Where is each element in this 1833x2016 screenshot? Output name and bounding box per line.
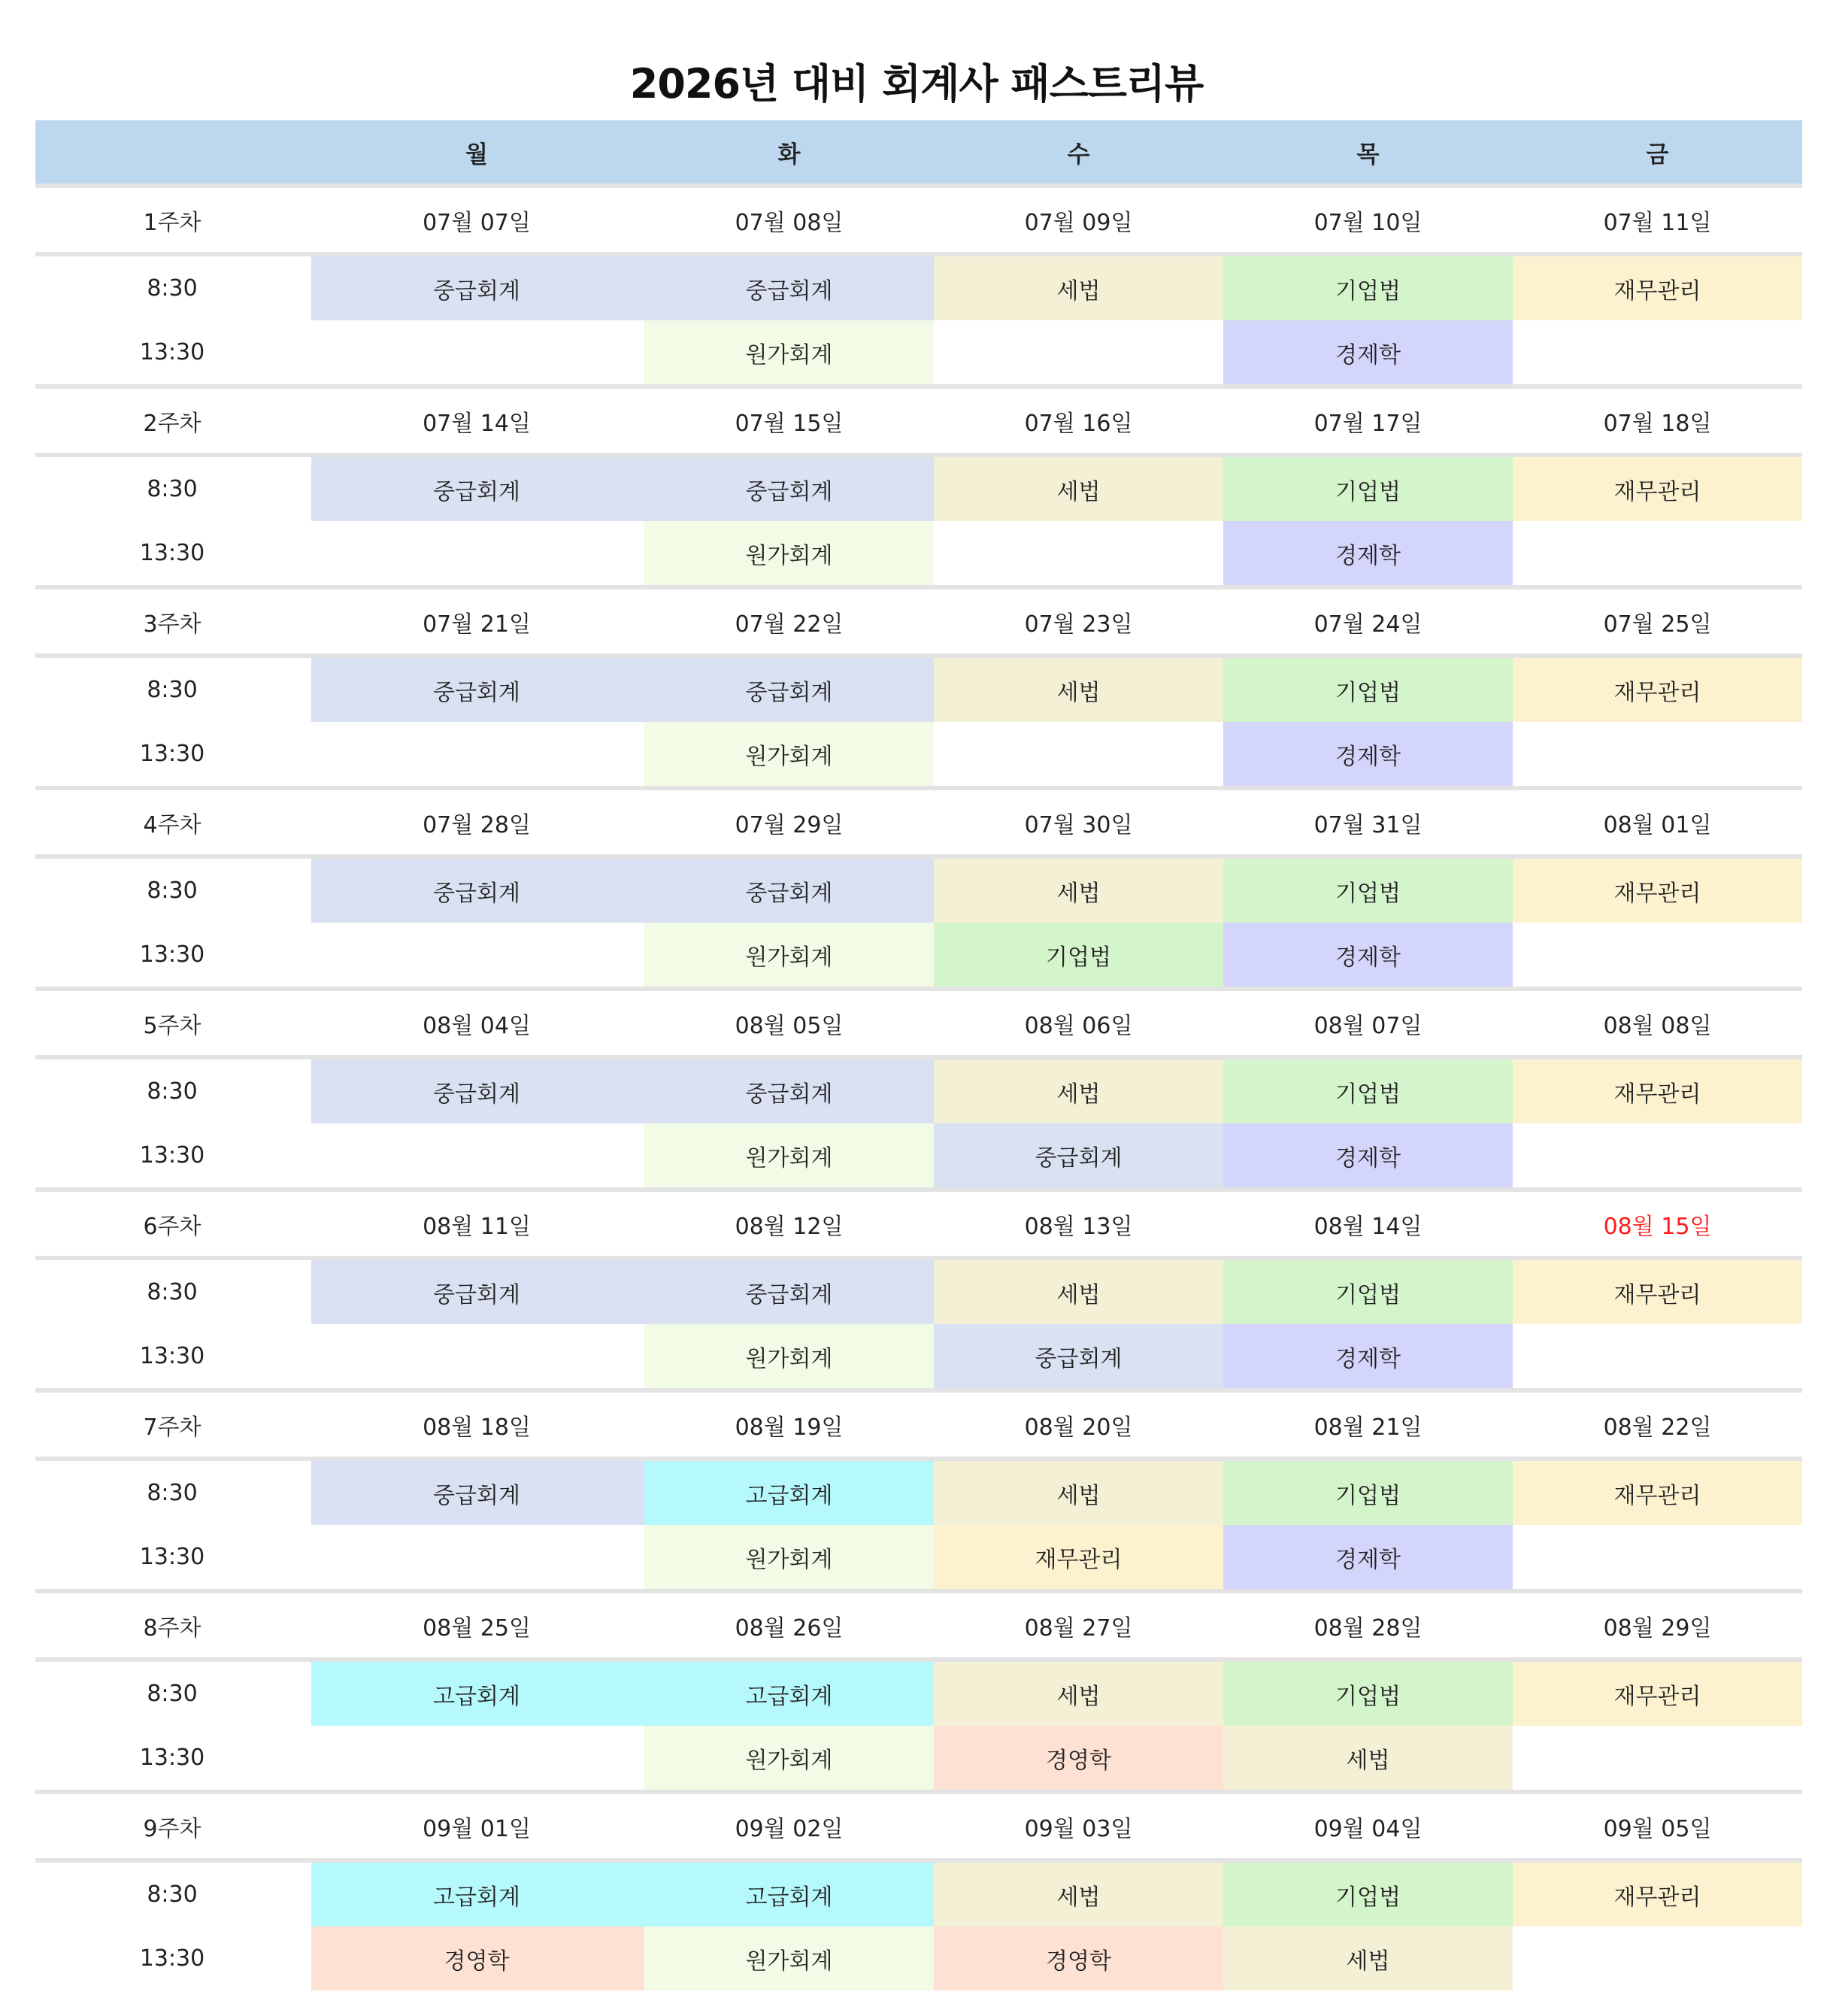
header-day-mon: 월 xyxy=(465,141,488,168)
subject-cell: 기업법 xyxy=(1223,1260,1513,1324)
date-cell-thu: 08월 28일 xyxy=(1313,1614,1422,1642)
subject-cell: 경영학 xyxy=(934,1726,1223,1790)
subject-cell: 원가회계 xyxy=(644,1123,934,1187)
date-cell-tue: 08월 12일 xyxy=(735,1213,844,1240)
time-slot-row xyxy=(35,1060,1802,1123)
subject-cell: 재무관리 xyxy=(1513,1863,1802,1927)
time-slot-row xyxy=(35,722,1802,790)
subject-cell: 경제학 xyxy=(1223,1123,1513,1187)
date-cell-fri: 07월 11일 xyxy=(1603,209,1712,236)
subject-cell: 고급회계 xyxy=(309,1662,644,1726)
header-day-fri: 금 xyxy=(1646,141,1669,168)
date-cell-thu: 08월 14일 xyxy=(1313,1213,1422,1240)
time-label: 8:30 xyxy=(147,275,198,302)
date-cell-mon: 09월 01일 xyxy=(423,1815,531,1842)
time-slot-row xyxy=(35,256,1802,320)
header-day-tue: 화 xyxy=(777,141,801,168)
time-slot-row xyxy=(35,923,1802,991)
time-slot-row xyxy=(35,658,1802,722)
date-cell-mon: 07월 28일 xyxy=(423,811,531,838)
subject-cell: 원가회계 xyxy=(644,1324,934,1388)
subject-cell: 원가회계 xyxy=(644,1726,934,1790)
subject-cell: 중급회계 xyxy=(644,658,934,722)
time-slot-row xyxy=(35,521,1802,590)
date-cell-mon: 07월 07일 xyxy=(423,209,531,236)
subject-cell: 원가회계 xyxy=(644,320,934,384)
subject-cell: 세법 xyxy=(934,1260,1223,1324)
empty-cell xyxy=(309,1525,644,1589)
schedule-table xyxy=(35,120,1802,1990)
time-label: 8:30 xyxy=(147,1881,198,1908)
subject-cell: 재무관리 xyxy=(1513,457,1802,521)
week-date-row xyxy=(35,389,1802,457)
week-date-row xyxy=(35,590,1802,658)
empty-cell xyxy=(1513,1927,1802,1990)
week-date-row xyxy=(35,1393,1802,1461)
empty-cell xyxy=(309,923,644,987)
time-label: 8:30 xyxy=(147,1681,198,1707)
time-slot-row xyxy=(35,1123,1802,1192)
subject-cell: 고급회계 xyxy=(644,1461,934,1525)
header-day-thu: 목 xyxy=(1356,141,1380,168)
empty-cell xyxy=(1513,1525,1802,1589)
subject-cell: 고급회계 xyxy=(644,1662,934,1726)
time-slot-row xyxy=(35,1726,1802,1794)
week-date-row xyxy=(35,1794,1802,1863)
time-label: 13:30 xyxy=(139,741,205,767)
subject-cell: 중급회계 xyxy=(309,859,644,923)
time-slot-row xyxy=(35,1662,1802,1726)
subject-cell: 재무관리 xyxy=(934,1525,1223,1589)
subject-cell: 경제학 xyxy=(1223,521,1513,585)
date-cell-wed: 07월 16일 xyxy=(1024,410,1133,437)
empty-cell xyxy=(1513,923,1802,987)
date-cell-thu: 08월 21일 xyxy=(1313,1414,1422,1441)
week-label: 3주차 xyxy=(143,611,201,638)
empty-cell xyxy=(309,722,644,786)
table-body xyxy=(35,188,1802,1990)
subject-cell: 재무관리 xyxy=(1513,1060,1802,1123)
subject-cell: 세법 xyxy=(934,1662,1223,1726)
date-cell-tue: 07월 29일 xyxy=(735,811,844,838)
date-cell-tue: 09월 02일 xyxy=(735,1815,844,1842)
subject-cell: 세법 xyxy=(934,457,1223,521)
week-date-row xyxy=(35,188,1802,256)
subject-cell: 경제학 xyxy=(1223,923,1513,987)
subject-cell: 기업법 xyxy=(1223,1662,1513,1726)
empty-cell xyxy=(1513,1726,1802,1790)
subject-cell: 원가회계 xyxy=(644,1525,934,1589)
time-slot-row xyxy=(35,1927,1802,1990)
subject-cell: 기업법 xyxy=(934,923,1223,987)
page-title: 2026년 대비 회계사 패스트리뷰 xyxy=(629,60,1204,108)
time-slot-row xyxy=(35,1525,1802,1593)
time-slot-row xyxy=(35,320,1802,389)
week-label: 5주차 xyxy=(143,1012,201,1039)
date-cell-mon: 08월 04일 xyxy=(423,1012,531,1039)
table-header xyxy=(35,120,1802,188)
empty-cell xyxy=(934,521,1223,585)
time-label: 8:30 xyxy=(147,677,198,703)
week-label: 9주차 xyxy=(143,1815,201,1842)
week-label: 8주차 xyxy=(143,1614,201,1642)
time-label: 13:30 xyxy=(139,1745,205,1771)
subject-cell: 경제학 xyxy=(1223,722,1513,786)
time-label: 13:30 xyxy=(139,1945,205,1972)
time-label: 13:30 xyxy=(139,339,205,365)
subject-cell: 세법 xyxy=(934,859,1223,923)
date-cell-tue: 08월 19일 xyxy=(735,1414,844,1441)
subject-cell: 경제학 xyxy=(1223,1525,1513,1589)
date-cell-mon: 08월 11일 xyxy=(423,1213,531,1240)
time-label: 13:30 xyxy=(139,540,205,566)
week-label: 1주차 xyxy=(143,209,201,236)
time-label: 8:30 xyxy=(147,1078,198,1105)
subject-cell: 중급회계 xyxy=(309,1260,644,1324)
empty-cell xyxy=(934,320,1223,384)
subject-cell: 기업법 xyxy=(1223,457,1513,521)
subject-cell: 기업법 xyxy=(1223,1060,1513,1123)
subject-cell: 원가회계 xyxy=(644,722,934,786)
date-cell-fri: 08월 15일 xyxy=(1603,1213,1712,1240)
empty-cell xyxy=(309,1324,644,1388)
time-label: 13:30 xyxy=(139,1343,205,1369)
time-slot-row xyxy=(35,859,1802,923)
date-cell-tue: 07월 08일 xyxy=(735,209,844,236)
date-cell-wed: 08월 20일 xyxy=(1024,1414,1133,1441)
subject-cell: 재무관리 xyxy=(1513,256,1802,320)
empty-cell xyxy=(309,320,644,384)
subject-cell: 세법 xyxy=(934,658,1223,722)
subject-cell: 원가회계 xyxy=(644,923,934,987)
subject-cell: 고급회계 xyxy=(644,1863,934,1927)
empty-cell xyxy=(309,1726,644,1790)
subject-cell: 중급회계 xyxy=(644,1260,934,1324)
time-label: 8:30 xyxy=(147,878,198,904)
header-week-cell xyxy=(35,120,309,183)
week-date-row xyxy=(35,991,1802,1060)
subject-cell: 중급회계 xyxy=(644,457,934,521)
subject-cell: 재무관리 xyxy=(1513,1662,1802,1726)
subject-cell: 중급회계 xyxy=(309,1461,644,1525)
subject-cell: 기업법 xyxy=(1223,256,1513,320)
time-label: 13:30 xyxy=(139,1142,205,1169)
date-cell-tue: 08월 26일 xyxy=(735,1614,844,1642)
subject-cell: 세법 xyxy=(934,1461,1223,1525)
subject-cell: 재무관리 xyxy=(1513,1260,1802,1324)
subject-cell: 기업법 xyxy=(1223,658,1513,722)
week-label: 6주차 xyxy=(143,1213,201,1240)
subject-cell: 세법 xyxy=(1223,1927,1513,1990)
subject-cell: 중급회계 xyxy=(309,1060,644,1123)
date-cell-wed: 08월 06일 xyxy=(1024,1012,1133,1039)
empty-cell xyxy=(1513,722,1802,786)
subject-cell: 중급회계 xyxy=(644,256,934,320)
header-day-wed: 수 xyxy=(1067,141,1090,168)
date-cell-fri: 08월 01일 xyxy=(1603,811,1712,838)
subject-cell: 재무관리 xyxy=(1513,1461,1802,1525)
empty-cell xyxy=(309,521,644,585)
subject-cell: 중급회계 xyxy=(309,457,644,521)
time-label: 13:30 xyxy=(139,941,205,968)
week-date-row xyxy=(35,790,1802,859)
date-cell-fri: 09월 05일 xyxy=(1603,1815,1712,1842)
subject-cell: 중급회계 xyxy=(309,256,644,320)
date-cell-wed: 09월 03일 xyxy=(1024,1815,1133,1842)
subject-cell: 재무관리 xyxy=(1513,658,1802,722)
week-date-row xyxy=(35,1192,1802,1260)
subject-cell: 원가회계 xyxy=(644,1927,934,1990)
week-label: 2주차 xyxy=(143,410,201,437)
time-label: 13:30 xyxy=(139,1544,205,1570)
time-label: 8:30 xyxy=(147,1480,198,1506)
subject-cell: 중급회계 xyxy=(644,859,934,923)
empty-cell xyxy=(1513,320,1802,384)
subject-cell: 기업법 xyxy=(1223,1461,1513,1525)
date-cell-mon: 07월 14일 xyxy=(423,410,531,437)
date-cell-thu: 08월 07일 xyxy=(1313,1012,1422,1039)
time-slot-row xyxy=(35,1260,1802,1324)
empty-cell xyxy=(1513,1324,1802,1388)
time-slot-row xyxy=(35,1863,1802,1927)
date-cell-wed: 07월 30일 xyxy=(1024,811,1133,838)
date-cell-tue: 07월 22일 xyxy=(735,611,844,638)
subject-cell: 고급회계 xyxy=(309,1863,644,1927)
date-cell-fri: 07월 18일 xyxy=(1603,410,1712,437)
subject-cell: 경영학 xyxy=(934,1927,1223,1990)
subject-cell: 기업법 xyxy=(1223,859,1513,923)
time-slot-row xyxy=(35,457,1802,521)
subject-cell: 세법 xyxy=(934,1863,1223,1927)
subject-cell: 중급회계 xyxy=(934,1324,1223,1388)
date-cell-tue: 07월 15일 xyxy=(735,410,844,437)
date-cell-thu: 07월 10일 xyxy=(1313,209,1422,236)
date-cell-tue: 08월 05일 xyxy=(735,1012,844,1039)
date-cell-wed: 08월 13일 xyxy=(1024,1213,1133,1240)
week-label: 4주차 xyxy=(143,811,201,838)
subject-cell: 중급회계 xyxy=(644,1060,934,1123)
time-slot-row xyxy=(35,1324,1802,1393)
subject-cell: 기업법 xyxy=(1223,1863,1513,1927)
date-cell-fri: 08월 08일 xyxy=(1603,1012,1712,1039)
date-cell-thu: 07월 24일 xyxy=(1313,611,1422,638)
week-label: 7주차 xyxy=(143,1414,201,1441)
subject-cell: 세법 xyxy=(1223,1726,1513,1790)
date-cell-wed: 07월 23일 xyxy=(1024,611,1133,638)
subject-cell: 중급회계 xyxy=(309,658,644,722)
subject-cell: 경제학 xyxy=(1223,1324,1513,1388)
week-date-row xyxy=(35,1593,1802,1662)
empty-cell xyxy=(934,722,1223,786)
subject-cell: 원가회계 xyxy=(644,521,934,585)
date-cell-mon: 08월 18일 xyxy=(423,1414,531,1441)
empty-cell xyxy=(1513,1123,1802,1187)
date-cell-mon: 08월 25일 xyxy=(423,1614,531,1642)
date-cell-thu: 09월 04일 xyxy=(1313,1815,1422,1842)
date-cell-fri: 08월 29일 xyxy=(1603,1614,1712,1642)
date-cell-thu: 07월 17일 xyxy=(1313,410,1422,437)
empty-cell xyxy=(309,1123,644,1187)
time-slot-row xyxy=(35,1461,1802,1525)
subject-cell: 세법 xyxy=(934,1060,1223,1123)
subject-cell: 세법 xyxy=(934,256,1223,320)
date-cell-wed: 08월 27일 xyxy=(1024,1614,1133,1642)
time-label: 8:30 xyxy=(147,1279,198,1305)
date-cell-mon: 07월 21일 xyxy=(423,611,531,638)
subject-cell: 경제학 xyxy=(1223,320,1513,384)
date-cell-fri: 08월 22일 xyxy=(1603,1414,1712,1441)
empty-cell xyxy=(1513,521,1802,585)
subject-cell: 경영학 xyxy=(309,1927,644,1990)
date-cell-fri: 07월 25일 xyxy=(1603,611,1712,638)
time-label: 8:30 xyxy=(147,476,198,502)
date-cell-wed: 07월 09일 xyxy=(1024,209,1133,236)
subject-cell: 중급회계 xyxy=(934,1123,1223,1187)
subject-cell: 재무관리 xyxy=(1513,859,1802,923)
date-cell-thu: 07월 31일 xyxy=(1313,811,1422,838)
